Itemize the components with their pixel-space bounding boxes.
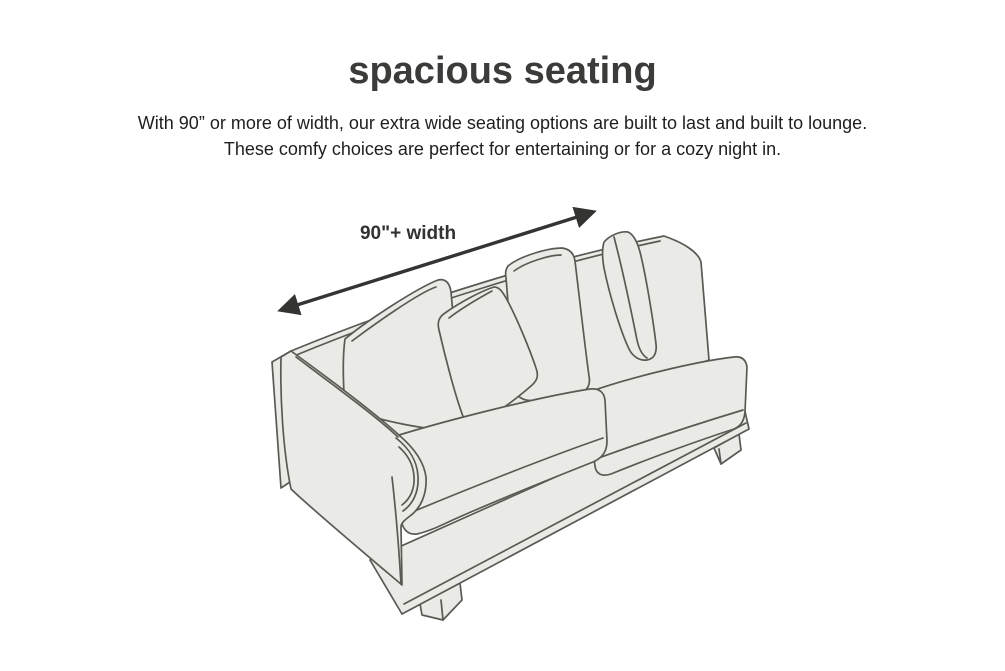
- description-line-1: With 90” or more of width, our extra wide seating options are built to last and built to lounge.: [137, 113, 868, 133]
- description-line-2: These comfy choices are perfect for entertaining or for a cozy night in.: [223, 139, 782, 159]
- page-title: spacious seating: [348, 50, 657, 92]
- dimension-label: 90"+ width: [359, 223, 457, 244]
